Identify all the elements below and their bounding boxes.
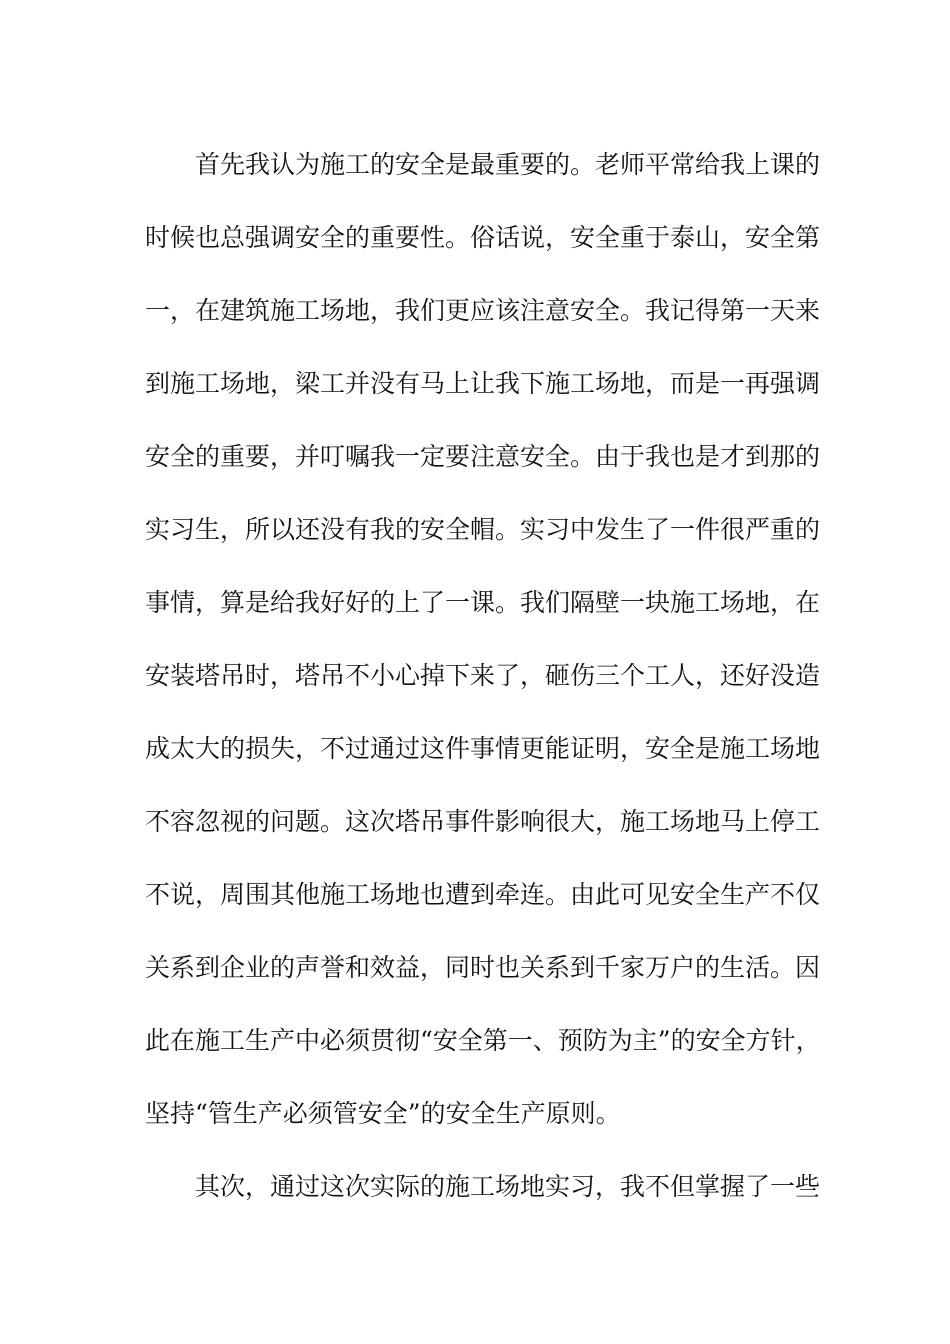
- paragraph-2-line-1: 其次，通过这次实际的施工场地实习，我不但掌握了一些: [195, 1172, 821, 1201]
- paragraph-1-line-9: 成太大的损失，不过通过这件事情更能证明，安全是施工场地: [145, 734, 821, 763]
- paragraph-1-line-12: 关系到企业的声誉和效益，同时也关系到千家万户的生活。因: [145, 953, 821, 982]
- paragraph-1-line-14: 坚持“管生产必须管安全”的安全生产原则。: [145, 1099, 621, 1128]
- paragraph-1-line-11: 不说，周围其他施工场地也遭到牵连。由此可见安全生产不仅: [145, 880, 821, 909]
- paragraph-1-line-1: 首先我认为施工的安全是最重要的。老师平常给我上课的: [195, 150, 821, 179]
- paragraph-1-line-7: 事情，算是给我好好的上了一课。我们隔壁一块施工场地，在: [145, 588, 821, 617]
- paragraph-1-line-10: 不容忽视的问题。这次塔吊事件影响很大，施工场地马上停工: [145, 807, 821, 836]
- paragraph-1-line-3: 一，在建筑施工场地，我们更应该注意安全。我记得第一天来: [145, 296, 821, 325]
- body-text: [145, 128, 821, 1223]
- paragraph-1-line-6: 实习生，所以还没有我的安全帽。实习中发生了一件很严重的: [145, 515, 821, 544]
- paragraph-1-line-2: 时候也总强调安全的重要性。俗话说，安全重于泰山，安全第: [145, 223, 821, 252]
- paragraph-1-line-4: 到施工场地，梁工并没有马上让我下施工场地，而是一再强调: [145, 369, 821, 398]
- paragraph-1-line-5: 安全的重要，并叮嘱我一定要注意安全。由于我也是才到那的: [145, 442, 821, 471]
- paragraph-1-line-8: 安装塔吊时，塔吊不小心掉下来了，砸伤三个工人，还好没造: [145, 661, 821, 690]
- paragraph-1-line-13: 此在施工生产中必须贯彻“安全第一、预防为主”的安全方针，: [145, 1026, 821, 1055]
